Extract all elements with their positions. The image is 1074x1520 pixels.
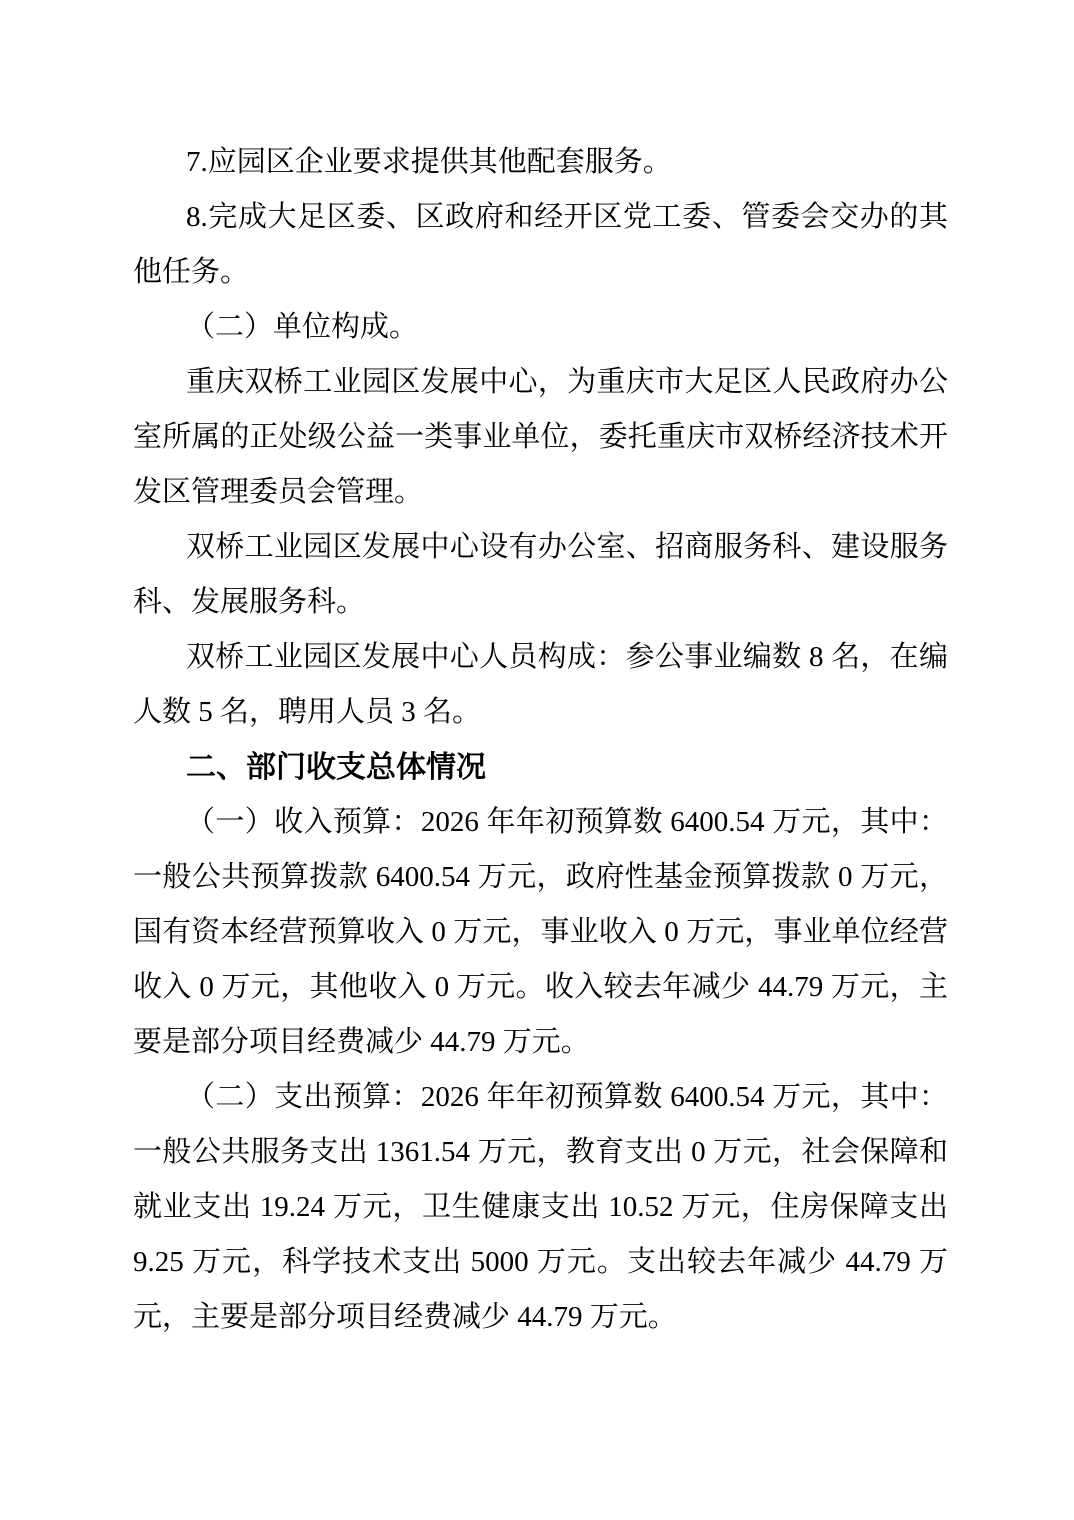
paragraph-unit-staffing: 双桥工业园区发展中心人员构成：参公事业编数 8 名，在编人数 5 名，聘用人员 3 名。 [133, 641, 948, 728]
paragraph-task-item-8: 8.完成大足区委、区政府和经开区党工委、管委会交办的其他任务。 [133, 201, 948, 288]
paragraph-expenditure-budget: （二）支出预算：2026 年年初预算数 6400.54 万元，其中：一般公共服务支出 1361.54 万元，教育支出 0 万元，社会保障和就业支出 19.24 万元，卫生健康支出 10.52 万元，住房保障支出 9.25 万元，科学技术支出 5000 万元。支出较去年减少 44.79 万元，主要是部分项目经费减少 44.79 万元。 [133, 1081, 948, 1333]
paragraph-task-item-7: 7.应园区企业要求提供其他配套服务。 [186, 146, 672, 178]
paragraph-revenue-budget: （一）收入预算：2026 年年初预算数 6400.54 万元，其中：一般公共预算拨款 6400.54 万元，政府性基金预算拨款 0 万元，国有资本经营预算收入 0 万元，事业收入 0 万元，事业单位经营收入 0 万元，其他收入 0 万元。收入较去年减少 44.79 万元，主要是部分项目经费减少 44.79 万元。 [133, 806, 948, 1058]
document-content [133, 135, 948, 1345]
paragraph-unit-departments: 双桥工业园区发展中心设有办公室、招商服务科、建设服务科、发展服务科。 [133, 531, 948, 618]
section-heading-revenue-expenditure-overview: 二、部门收支总体情况 [186, 751, 486, 784]
paragraph-unit-description: 重庆双桥工业园区发展中心，为重庆市大足区人民政府办公室所属的正处级公益一类事业单位，委托重庆市双桥经济技术开发区管理委员会管理。 [133, 366, 948, 508]
paragraph-subsection-unit-composition: （二）单位构成。 [186, 311, 419, 343]
